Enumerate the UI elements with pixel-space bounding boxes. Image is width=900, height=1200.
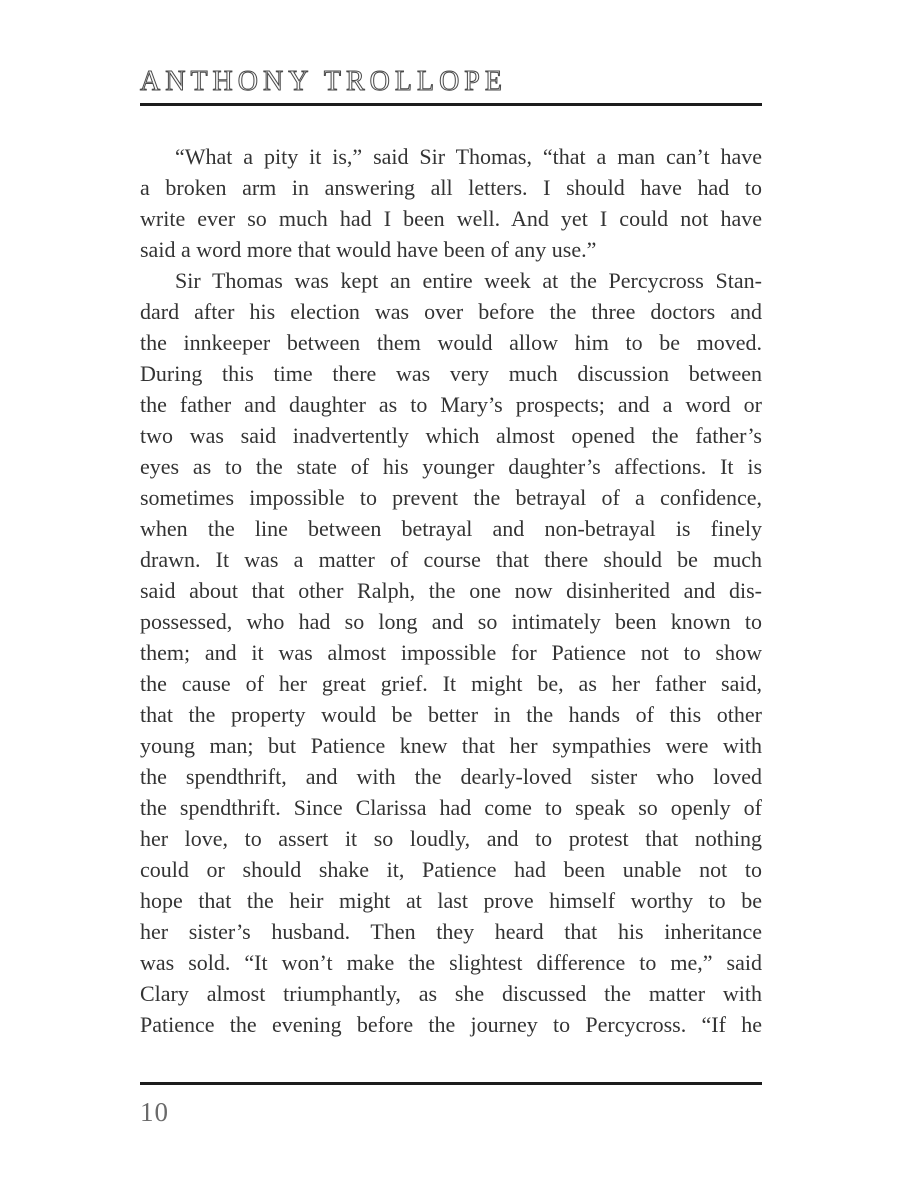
text-line: sometimes impossible to prevent the betrayal of a confidence, (140, 485, 762, 510)
running-head-author: ANTHONY TROLLOPE (140, 66, 507, 97)
text-line: hope that the heir might at last prove himself worthy to be (140, 888, 762, 913)
text-line: was sold. “It won’t make the slightest difference to me,” said (140, 950, 762, 975)
text-line: the innkeeper between them would allow him to be moved. (140, 330, 762, 355)
text-line: Sir Thomas was kept an entire week at the Percycross Stan- (175, 268, 762, 293)
text-line: drawn. It was a matter of course that there should be much (140, 547, 762, 572)
page-number: 10 (140, 1097, 169, 1127)
text-line: the spendthrift, and with the dearly-loved sister who loved (140, 764, 762, 789)
text-line: possessed, who had so long and so intimately been known to (140, 609, 762, 634)
text-line: the father and daughter as to Mary’s prospects; and a word or (140, 392, 762, 417)
text-line: the spendthrift. Since Clarissa had come to speak so openly of (140, 795, 762, 820)
text-line: when the line between betrayal and non-betrayal is finely (140, 516, 762, 541)
footer-rule (140, 1082, 762, 1085)
text-line: said a word more that would have been of any use.” (140, 237, 597, 262)
text-line: could or should shake it, Patience had been unable not to (140, 857, 762, 882)
header-rule (140, 103, 762, 106)
text-line: her sister’s husband. Then they heard that his inheritance (140, 919, 762, 944)
page-header (140, 66, 762, 106)
text-line: young man; but Patience knew that her sympathies were with (140, 733, 762, 758)
text-line: them; and it was almost impossible for Patience not to show (140, 640, 762, 665)
text-line: said about that other Ralph, the one now disinherited and dis- (140, 578, 762, 603)
text-line: her love, to assert it so loudly, and to protest that nothing (140, 826, 762, 851)
text-line: “What a pity it is,” said Sir Thomas, “that a man can’t have (175, 144, 762, 169)
text-line: two was said inadvertently which almost opened the father’s (140, 423, 762, 448)
text-line: the cause of her great grief. It might be, as her father said, (140, 671, 762, 696)
text-line: Patience the evening before the journey to Percycross. “If he (140, 1012, 762, 1037)
text-line: Clary almost triumphantly, as she discussed the matter with (140, 981, 762, 1006)
text-line: write ever so much had I been well. And yet I could not have (140, 206, 762, 231)
text-line: dard after his election was over before the three doctors and (140, 299, 762, 324)
text-line: that the property would be better in the hands of this other (140, 702, 762, 727)
body-text (140, 141, 762, 1040)
text-line: a broken arm in answering all letters. I should have had to (140, 175, 762, 200)
text-line: During this time there was very much discussion between (140, 361, 762, 386)
text-line: eyes as to the state of his younger daughter’s affections. It is (140, 454, 762, 479)
page-footer (140, 1082, 762, 1126)
